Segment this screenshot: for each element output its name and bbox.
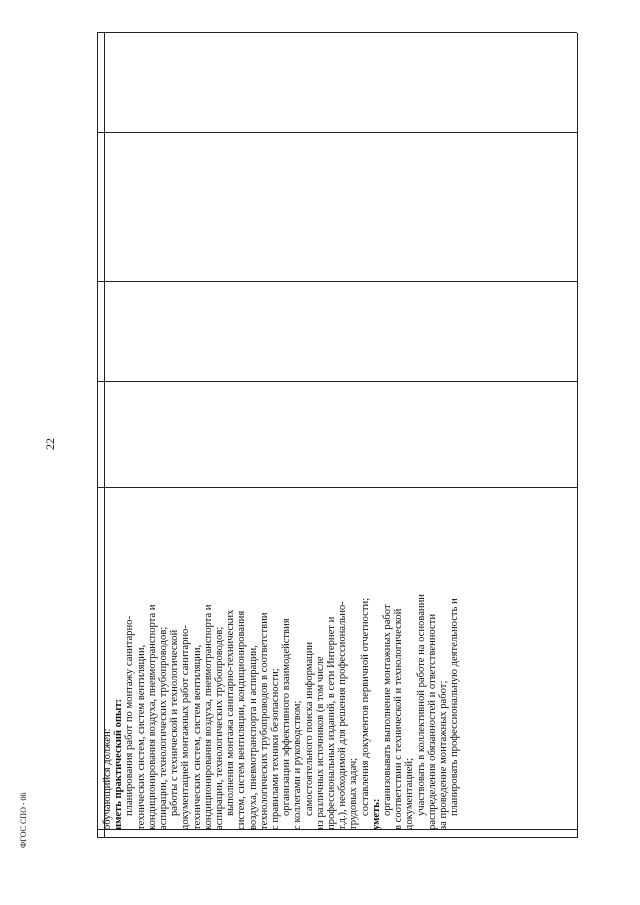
footer-code: ФГОС СПО - 06 (19, 792, 28, 848)
text-line: аспирации, технологических трубопроводов; (158, 626, 170, 830)
text-line: аспирации, технологических трубопроводов; (214, 626, 226, 830)
text-line: т.д.), необходимой для решения профессионально- (337, 601, 349, 830)
text-line: документацией; (404, 757, 416, 830)
text-line: иметь практический опыт: (113, 698, 125, 830)
text-line: с правилами техники безопасности; (270, 668, 282, 830)
text-line: участвовать в коллективной работе на основании (415, 594, 427, 816)
page-number: 22 (43, 438, 57, 450)
empty-cell (97, 282, 577, 382)
text-line: за проведение монтажных работ; (438, 680, 450, 830)
empty-cell (97, 133, 577, 282)
text-line: планирования работ по монтажу санитарно- (124, 616, 136, 816)
text-line: документацией монтажных работ санитарно- (180, 625, 192, 830)
text-line: технологических трубопроводов в соответствии (258, 612, 270, 830)
table-border-left (97, 837, 577, 838)
text-line: трудовых задач; (348, 757, 360, 830)
text-line: составления документов первичной отчетности; (359, 597, 371, 816)
text-line: технических систем, систем вентиляции, (135, 644, 147, 830)
text-line: уметь: (370, 798, 382, 830)
text-line: воздуха, пневмотранспорта и аспирации, (247, 645, 259, 830)
text-line: в соответствии с технической и технологической (393, 608, 405, 830)
text-line: с коллегами и руководством; (292, 700, 304, 830)
text-line: кондиционирования воздуха, пневмотранспорта и (202, 604, 214, 830)
text-line: организации эффективного взаимодействия (281, 618, 293, 816)
text-line: из различных источников (в том числе (314, 656, 326, 830)
text-line: обучающийся должен: (102, 728, 113, 830)
text-line: самостоятельного поиска информации (303, 641, 315, 816)
empty-cell (97, 382, 577, 488)
rotated-page (97, 33, 577, 838)
text-line: выполнения монтажа санитарно-технических (225, 609, 237, 816)
text-line: планировать профессиональную деятельность и (449, 598, 461, 816)
text-line: работы с технической и технологической (169, 629, 181, 816)
requirements-cell (97, 492, 582, 830)
text-line: систем, систем вентиляции, кондиционирования (236, 610, 248, 830)
text-line: технических систем, систем вентиляции, (191, 644, 203, 830)
text-line: распределения обязанностей и ответственности (426, 614, 438, 830)
text-line: организовывать выполнение монтажных работ (382, 604, 394, 816)
text-line: профессиональных изданий, в сети Интернет и (326, 616, 338, 830)
empty-cell (97, 33, 577, 133)
text-line: кондиционирования воздуха, пневмотранспорта и (146, 604, 158, 830)
